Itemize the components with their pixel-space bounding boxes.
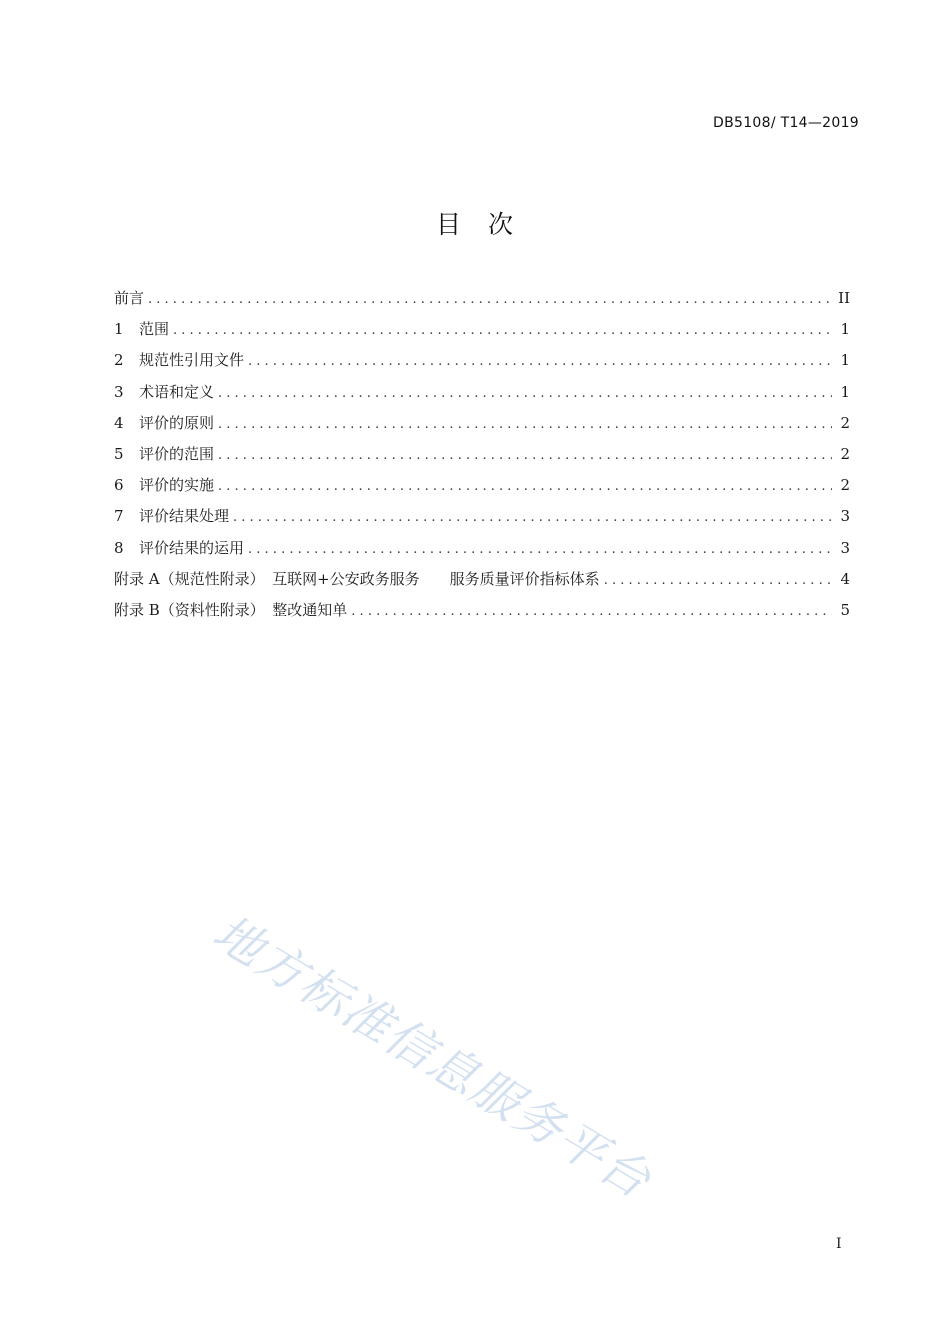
toc-entry-label: 附录 A（规范性附录） 互联网+公安政务服务 服务质量评价指标体系 xyxy=(114,569,600,588)
table-of-contents xyxy=(114,286,850,629)
toc-entry-page: 5 xyxy=(840,600,850,619)
document-code: DB5108/ T14—2019 xyxy=(713,115,859,131)
page-number: I xyxy=(836,1236,842,1252)
toc-leader-dots xyxy=(148,288,832,312)
toc-entry-number: 6 xyxy=(114,476,124,495)
toc-entry-page: 2 xyxy=(840,413,850,432)
toc-entry-evaluation-implementation[interactable] xyxy=(114,473,850,504)
toc-leader-dots xyxy=(218,444,832,468)
toc-entry-number: 1 xyxy=(114,320,124,339)
toc-entry-page: 3 xyxy=(840,507,850,526)
toc-entry-normative-references[interactable] xyxy=(114,348,850,379)
toc-leader-dots xyxy=(248,538,832,562)
toc-title: 目 次 xyxy=(435,210,514,239)
toc-entry-page: 2 xyxy=(840,476,850,495)
toc-entry-page: 3 xyxy=(840,538,850,557)
toc-leader-dots xyxy=(173,319,832,343)
toc-entry-terms-definitions[interactable] xyxy=(114,380,850,411)
toc-leader-dots xyxy=(233,506,832,530)
toc-entry-result-application[interactable] xyxy=(114,536,850,567)
toc-entry-appendix-b[interactable] xyxy=(114,598,850,629)
toc-entry-label: 评价结果的运用 xyxy=(139,538,245,557)
toc-entry-number: 2 xyxy=(114,351,124,370)
toc-entry-label: 评价结果处理 xyxy=(139,507,230,526)
toc-leader-dots xyxy=(218,413,832,437)
toc-entry-number: 3 xyxy=(114,382,124,401)
toc-entry-label: 术语和定义 xyxy=(139,382,215,401)
toc-entry-label: 附录 B（资料性附录） 整改通知单 xyxy=(114,600,348,619)
toc-entry-page: 2 xyxy=(840,444,850,463)
toc-entry-page: 1 xyxy=(840,351,850,370)
toc-entry-label: 规范性引用文件 xyxy=(139,351,245,370)
toc-leader-dots xyxy=(218,475,832,499)
toc-entry-foreword[interactable] xyxy=(114,286,850,317)
toc-entry-number: 7 xyxy=(114,507,124,526)
toc-entry-page: 1 xyxy=(840,320,850,339)
toc-entry-number: 4 xyxy=(114,413,124,432)
toc-entry-result-handling[interactable] xyxy=(114,504,850,535)
toc-leader-dots xyxy=(218,382,832,406)
toc-entry-evaluation-scope[interactable] xyxy=(114,442,850,473)
toc-leader-dots xyxy=(351,600,832,624)
toc-entry-label: 评价的原则 xyxy=(139,413,215,432)
toc-entry-page: 4 xyxy=(840,569,850,588)
toc-entry-evaluation-principles[interactable] xyxy=(114,411,850,442)
toc-entry-label: 前言 xyxy=(114,289,145,307)
toc-entry-number: 8 xyxy=(114,538,124,557)
toc-entry-label: 评价的实施 xyxy=(139,476,215,495)
toc-leader-dots xyxy=(248,350,832,374)
toc-entry-page: 1 xyxy=(840,382,850,401)
toc-entry-scope[interactable] xyxy=(114,317,850,348)
toc-entry-number: 5 xyxy=(114,444,124,463)
toc-leader-dots xyxy=(604,569,832,593)
toc-entry-appendix-a[interactable] xyxy=(114,567,850,598)
toc-entry-page: II xyxy=(838,289,850,307)
toc-entry-label: 范围 xyxy=(139,320,170,339)
watermark: 地方标准信息服务平台 xyxy=(203,904,661,1210)
toc-entry-label: 评价的范围 xyxy=(139,444,215,463)
